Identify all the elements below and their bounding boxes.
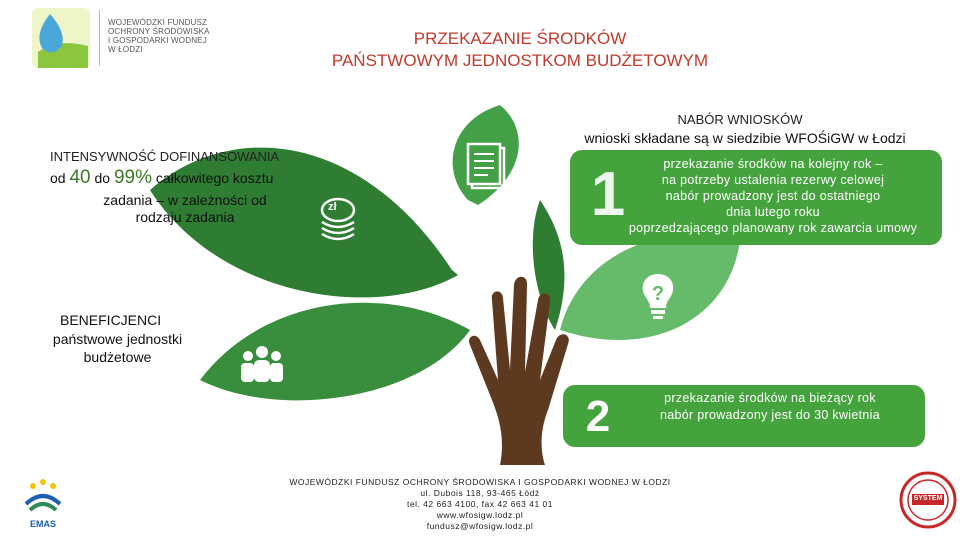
footer-line[interactable]: fundusz@wfosigw.lodz.pl [426,521,534,531]
people-icon [236,345,288,383]
coin-label: zł [328,201,337,213]
footer-line: ul. Dubois 118, 93-465 Łódź [420,488,540,498]
beneficiaries-heading: BENEFICJENCI [60,312,162,328]
beneficiaries-text: państwowe jednostki budżetowe [52,331,183,365]
certification-seal-icon [898,470,958,534]
intensity-note: zadania – w zależności od rodzaju zadania [103,192,267,225]
logo-line: OCHRONY ŚRODOWISKA [108,27,210,36]
step-1-line: poprzedzającego planowany rok zawarcia umowy [628,221,918,235]
step-2-number: 2 [585,392,611,441]
step-1-text [612,156,934,236]
step-2-line: przekazanie środków na bieżący rok [664,391,876,405]
svg-text:?: ? [651,283,665,305]
title-line-2: PAŃSTWOWYM JEDNOSTKOM BUDŻETOWYM [331,51,709,70]
intensity-prefix: od [50,170,66,186]
title-line-1: PRZEKAZANIE ŚRODKÓW [413,29,627,48]
step-2-text [620,390,920,424]
step-1-line: dnia lutego roku [726,205,820,219]
coins-icon [318,196,358,242]
intensity-min: 40 [69,167,91,188]
badge-label: SYSTEM [913,495,943,502]
logo-line: WOJEWÓDZKI FUNDUSZ [108,18,208,27]
emas-stars-icon [18,474,68,514]
logo-line: I GOSPODARKI WODNEJ [108,36,207,45]
applications-heading: NABÓR WNIOSKÓW [677,112,803,127]
intensity-max: 99% [113,167,152,188]
step-1-line: przekazanie środków na kolejny rok – [663,157,883,171]
step-1-number: 1 [590,160,626,229]
emas-logo [18,474,68,536]
intensity-heading: INTENSYWNOŚĆ DOFINANSOWANIA [50,149,280,164]
footer-line: tel. 42 663 4100, fax 42 663 41 01 [406,499,554,509]
intensity-range [50,167,273,189]
footer-contact [270,477,690,532]
emas-label: EMAS [29,519,56,529]
lightbulb-question-icon [638,272,678,322]
footer-line: WOJEWÓDZKI FUNDUSZ OCHRONY ŚRODOWISKA I GOSPODARKI WODNEJ W ŁODZI [289,477,671,487]
system-badge [898,470,958,534]
step-1-line: na potrzeby ustalenia rezerwy celowej [661,173,885,187]
step-2-line: nabór prowadzony jest do 30 kwietnia [660,408,880,422]
intensity-suffix: całkowitego kosztu [155,170,274,186]
intensity-mid: do [94,170,111,186]
logo-line: W ŁODZI [108,45,143,54]
documents-icon [466,142,512,192]
applications-subheading: wnioski składane są w siedzibie WFOŚiGW w Łodzi [584,130,906,146]
step-1-line: nabór prowadzony jest do ostatniego [665,189,881,203]
footer-line[interactable]: www.wfosigw.lodz.pl [436,510,524,520]
